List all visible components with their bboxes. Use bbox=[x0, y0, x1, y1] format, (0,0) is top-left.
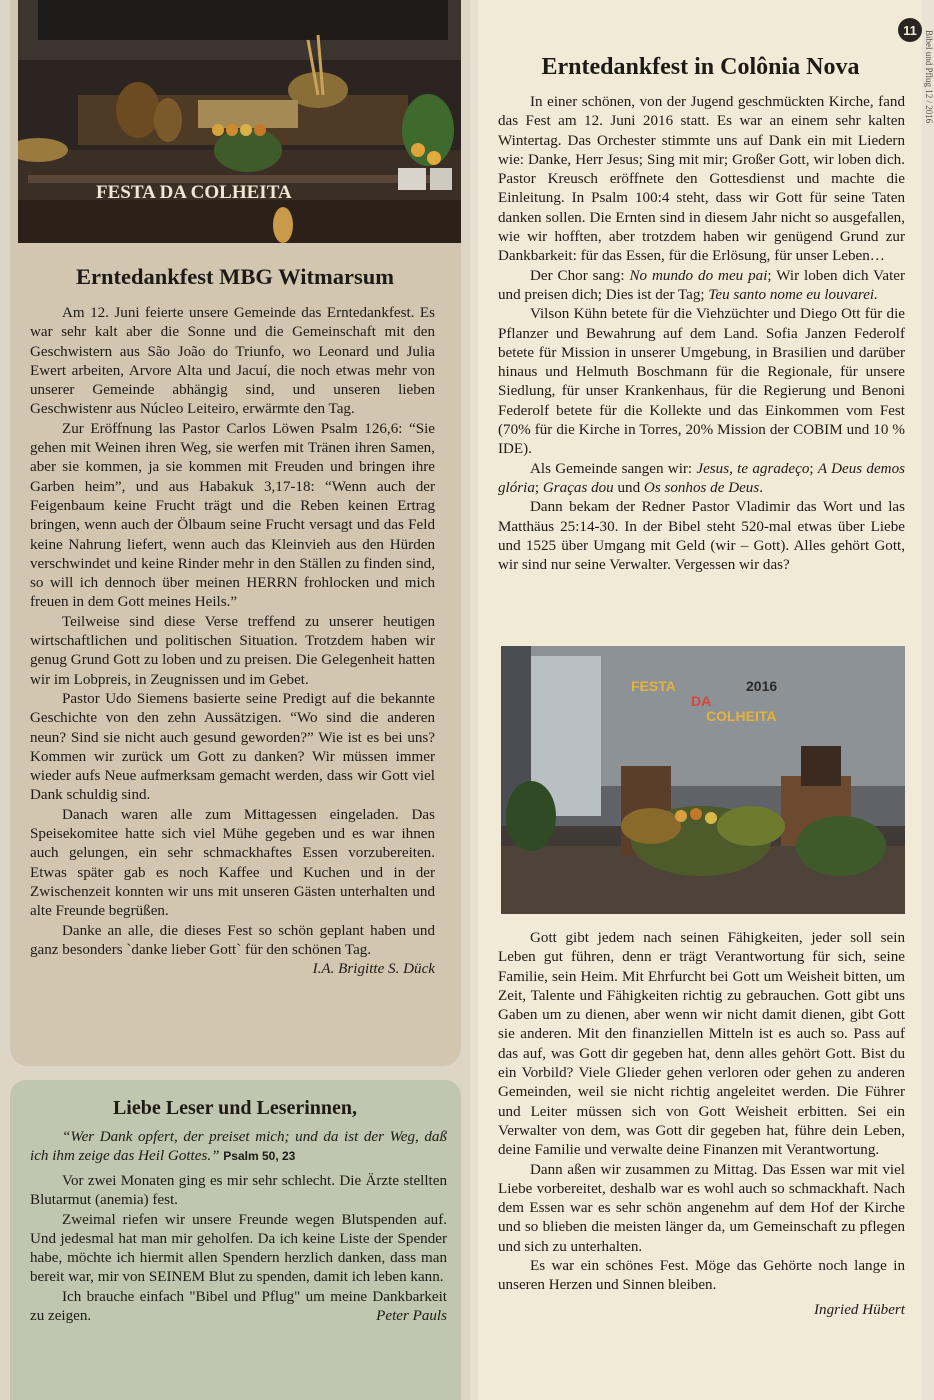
photo-banner-word: FESTA bbox=[631, 678, 676, 694]
song-title: A Deus demos glória bbox=[498, 460, 905, 496]
left-paragraph: Pastor Udo Siemens basierte seine Predigt auf die bekannte Geschichte von den zehn Aussätzigen. “Wo sind die anderen neun? Sind sie nicht auch gesund geworden?” Wie ist es bei uns? Kommen wir zurück um Gott zu danken? Wir müssen immer wieder aufs Neue aufmerksam gemacht werden, dass wir Gott viel Dank schuldig sind. bbox=[30, 690, 435, 804]
song-title: No mundo do meu pai bbox=[629, 267, 768, 284]
page-edge bbox=[922, 0, 934, 1400]
letter-paragraph: Zweimal riefen wir unsere Freunde wegen Blutspenden auf. Und jedesmal hat man mir geholfen. Da ich keine Liste der Spender habe, möchte ich hiermit allen Spendern herzlich danken, dass man bereit war, mir von SEINEM Blut zu spenden, damit ich leben kann. bbox=[30, 1211, 447, 1286]
right-paragraph: In einer schönen, von der Jugend geschmückten Kirche, fand das Fest am 12. Juni 2016 statt. Es war an einem sehr kalten Wintertag. Das Orchester stimmte uns auf Dank ein mit Liedern wie: Danke, Herr Jesus; Sing mit mir; Großer Gott, wir loben dich. Pastor Kreusch eröffnete den Gottesdienst und machte die Einleitung. In Psalm 100:4 steht, dass wir Gott für seine Taten danken sollen. Die Ernten sind in diesem Jahr nicht so ausgefallen, wie wir hofften, aber trotzdem haben wir genügend Grund zur Dankbarkeit: für das Essen, für die Erlösung, für unser Leben… bbox=[498, 94, 905, 265]
photo-banner-year: 2016 bbox=[746, 678, 778, 694]
text-run: ; bbox=[534, 479, 543, 496]
right-article-body-bottom bbox=[498, 929, 905, 1320]
right-article-title: Erntedankfest in Colônia Nova bbox=[541, 54, 860, 80]
letter-quote bbox=[30, 1128, 447, 1167]
right-article-body-top bbox=[498, 93, 905, 575]
song-title: Graças dou bbox=[542, 479, 614, 496]
harvest-stage-photo bbox=[18, 0, 461, 243]
letter-body bbox=[30, 1172, 447, 1326]
song-title: Jesus, te agradeço bbox=[696, 460, 810, 477]
quote-text: “Wer Dank opfert, der preiset mich; und da ist der Weg, daß ich ihm zeige das Heil Gottes.” bbox=[30, 1129, 447, 1165]
church-interior-photo bbox=[501, 646, 905, 914]
left-signature: I.A. Brigitte S. Dück bbox=[312, 961, 435, 978]
left-paragraph: Danach waren alle zum Mittagessen eingeladen. Das Speisekomitee hatte sich viel Mühe gegeben und es war ihnen auch gelungen, ein sehr schmackhaftes Essen vorzubereiten. Etwas später gab es noch Kaffee und Kuchen und in der Zwischenzeit konnten wir uns mit unseren Gästen unterhalten und alte Freunde begrüßen. bbox=[30, 806, 435, 920]
letter-title: Liebe Leser und Leserinnen, bbox=[112, 1097, 358, 1119]
song-title: Os sonhos de Deus bbox=[643, 479, 760, 496]
left-paragraph: Teilweise sind diese Verse treffend zu unserer heutigen wirtschaftlichen und politischen Situation. Trotzdem haben wir genug Grund Gott zu loben und zu preisen. Die Gelegenheit hatten wir im Lobpreis, in Zeugnissen und im Gebet. bbox=[30, 613, 435, 688]
left-paragraph: Am 12. Juni feierte unsere Gemeinde das Erntedankfest. Es war sehr kalt aber die Sonne und die Gemeinschaft mit den Geschwistern aus São João do Triunfo, wo Leonard und Julia Ewert arbeiten, Arvore Alta und Jacuí, die noch etwas mehr von unserer Gemeinde abhängig sind, und unseren lieben Geschwistenr aus Núcleo Leiteiro, erwärmte den Tag. bbox=[30, 305, 435, 418]
photo-banner-word: COLHEITA bbox=[706, 708, 777, 724]
text-run: ; bbox=[809, 460, 818, 477]
left-paragraph bbox=[30, 922, 435, 978]
text-run: Als Gemeinde sangen wir: bbox=[530, 460, 697, 477]
song-title: Teu santo nome eu louvarei. bbox=[708, 286, 878, 303]
left-article-body bbox=[30, 304, 435, 979]
right-paragraph: Gott gibt jedem nach seinen Fähigkeiten, jeder soll sein Leben gut führen, denn er trägt Verantwortung für sich, seine Familie, sein Heim. Mit Ehrfurcht bei Gott um Weisheit bitten, um Zeit, Talente und Fähigkeiten richtig zu gebrauchen. Gott gibt uns Gaben um zu dienen, aber wenn wir nicht damit dienen, gibt Gott sie anderen. Mit den finanziellen Mitteln ist es auch so. Pass auf das auf, was Gott dir gegeben hat, denn alles gehört Gott. Bist du ein Vorbild? Viele Glieder gehen verloren oder gehen zu anderen Gemeinden, weil sie nicht richtig angeleitet werden. Die Führer und Leiter müssen sich von Gott Weisheit erbitten. Sei ein Verwalter von dem, was Gott dir gegeben hat, führe dein Leben, deine Familie und verwalte deine Finanzen mit Verantwortung. bbox=[498, 930, 905, 1159]
right-paragraph: Dann bekam der Redner Pastor Vladimir das Wort und las Matthäus 25:14-30. In der Bibel steht 520-mal etwas über Liebe und 1525 über Umgang mit Geld (wir – Gott). Alles gehört Gott, wir sind nur seine Verwalter. Vergessen wir das? bbox=[498, 499, 905, 574]
left-paragraph: Zur Eröffnung las Pastor Carlos Löwen Psalm 126,6: “Sie gehen mit Weinen ihren Weg, sie werfen mit Tränen ihren Samen, aber sie kommen, ja sie kommen mit Freuden und bringen ihre Garben heim”, und aus Habakuk 3,17-18: “Wenn auch der Feigenbaum keine Frucht trägt und die Reben keinen Ertrag bringen, wenn auch der Ölbaum seine Frucht versagt und das Feld keine Nahrung liefert, wenn auch das Kleinvieh aus den Hürden verschwindet und keine Rinder mehr in den Ställen zu finden sind, so will ich dennoch über meinen HERRN frohlocken und mich freuen in dem Gott meines Heils.” bbox=[30, 420, 435, 611]
right-paragraph: Dann aßen wir zusammen zu Mittag. Das Essen war mit viel Liebe vorbereitet, deshalb war es wohl auch so schmackhaft. Nach dem Essen war es sehr schön angenehm auf dem Hof der Kirche und so blieben die meisten länger da, um Gemeinschaft zu pflegen und sich zu unterhalten. bbox=[498, 1161, 905, 1255]
right-paragraph: Vilson Kühn betete für die Viehzüchter und Diego Ott für die Pflanzer und Bewahrung auf dem Land. Sofia Janzen Federolf betete für Mission in unserer Umgebung, in Brasilien und darüber hinaus und Helmuth Boschmann für die Regionale, für unsere Siedlung, für unser Krankenhaus, für die Regierung und Benoni Federolf betete für die Kollekte und das Einkommen vom Fest (70% für die Kirche in Torres, 20% Mission der COBIM und 10 % IDE). bbox=[498, 306, 905, 458]
page-number: 11 bbox=[898, 18, 922, 42]
left-paragraph-last: Danke an alle, die dieses Fest so schön geplant haben und ganz besonders `danke lieber Gott` für den schönen Tag. bbox=[30, 922, 435, 958]
text-run: . bbox=[759, 479, 763, 496]
letter-paragraph bbox=[30, 1288, 447, 1327]
edge-note: Bibel und Pflug 12 / 2016 bbox=[924, 30, 934, 124]
quote-reference: Psalm 50, 23 bbox=[223, 1149, 296, 1164]
left-article-title: Erntedankfest MBG Witmarsum bbox=[76, 264, 394, 289]
text-run: Der Chor sang: bbox=[530, 267, 630, 284]
letter-quote-block bbox=[30, 1128, 447, 1167]
right-paragraph bbox=[498, 267, 905, 306]
right-paragraph: Es war ein schönes Fest. Möge das Gehörte noch lange in unseren Herzen und Sinnen bleiben. bbox=[498, 1258, 905, 1294]
text-run: und bbox=[613, 479, 644, 496]
right-paragraph bbox=[498, 460, 905, 499]
text-run: ; Wir loben dich Vater und preisen dich; Dies ist der Tag; bbox=[498, 267, 906, 303]
right-signature: Ingried Hübert bbox=[814, 1301, 905, 1318]
letter-paragraph: Vor zwei Monaten ging es mir sehr schlecht. Die Ärzte stellten Blutarmut (anemia) fest. bbox=[30, 1173, 447, 1209]
letter-signature: Peter Pauls bbox=[376, 1308, 447, 1325]
photo-banner-word: DA bbox=[691, 693, 712, 709]
letter-last-line: Ich brauche einfach "Bibel und Pflug" um meine Dankbarkeit zu zeigen. bbox=[30, 1288, 447, 1325]
banner-text: FESTA DA COLHEITA bbox=[96, 182, 292, 203]
